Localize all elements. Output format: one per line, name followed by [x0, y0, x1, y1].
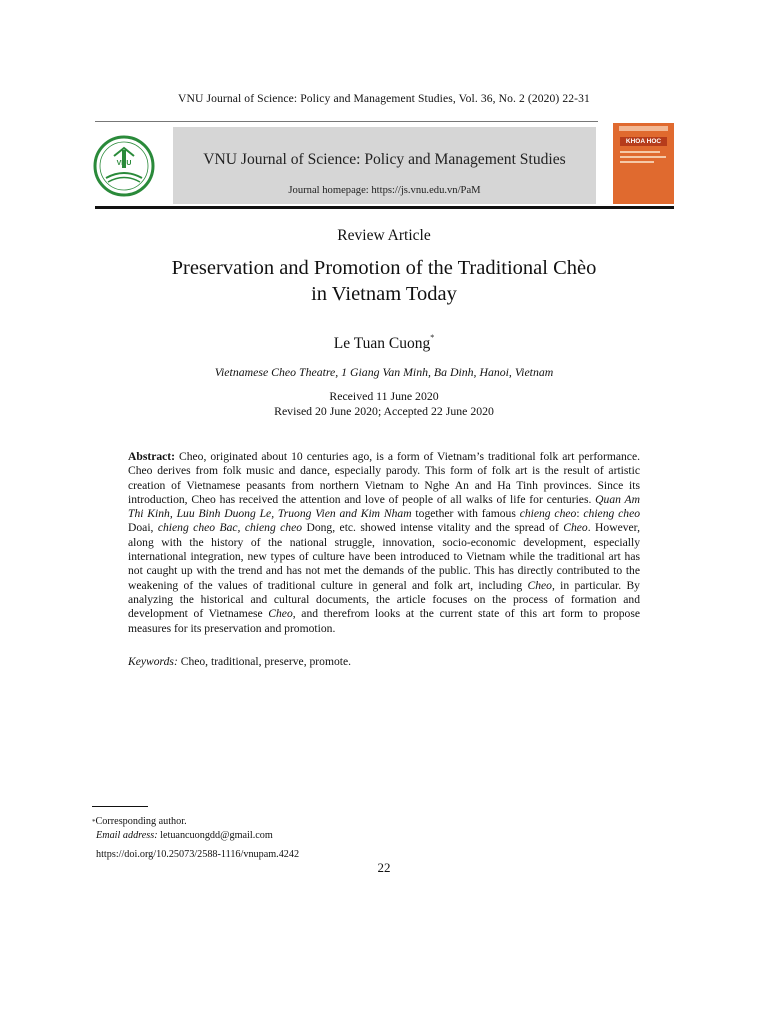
abstract-text: Doai, [128, 521, 158, 535]
article-dates [0, 389, 768, 419]
corresponding-author-note [92, 815, 572, 829]
journal-banner [173, 127, 596, 204]
cover-line [620, 151, 660, 153]
header-rule [95, 121, 598, 122]
vnu-logo-icon [92, 134, 156, 198]
abstract-text: . However, along with the history of the national struggle, innovation, socio-economic development, especially international integration, new types of culture have been introduced to Vietnam while the traditional art has not caught up with the trend and has not met the demands of the public. This has directly contributed to the weakening of the values of traditional culture in general and folk art, including [128, 521, 640, 592]
abstract-italic: chieng cheo Bac, chieng cheo [157, 521, 303, 535]
logo-text: VNU [116, 160, 132, 167]
author-mark: * [430, 333, 435, 342]
title-line-2: in Vietnam Today [311, 283, 457, 305]
banner-title: VNU Journal of Science: Policy and Management Studies [203, 151, 566, 168]
received-date: Received 11 June 2020 [329, 389, 439, 403]
journal-homepage: Journal homepage: https://js.vnu.edu.vn/PaM [288, 185, 481, 196]
revised-accepted-date: Revised 20 June 2020; Accepted 22 June 2020 [274, 404, 494, 418]
cover-title: KHOA HOC [620, 137, 667, 146]
keywords-label: Keywords: [128, 655, 178, 668]
keywords-text: Cheo, traditional, preserve, promote. [177, 655, 352, 668]
affiliation: Vietnamese Cheo Theatre, 1 Giang Van Minh, Ba Dinh, Hanoi, Vietnam [214, 365, 554, 379]
journal-cover-thumbnail [613, 123, 674, 204]
title-line-1: Preservation and Promotion of the Traditional Chèo [171, 257, 597, 279]
footnote-rule [92, 806, 148, 807]
cover-line [620, 156, 666, 158]
abstract-text: together with famous [411, 507, 520, 521]
abstract-text: Cheo, originated about 10 centuries ago, is a form of Vietnam’s traditional folk art performance. Cheo derives from folk music and dance, especially parody. This form of folk art is the result of artistic creation of Vietnamese peasants from northern Vietnam to Nghe An and Ha Tinh provinces. Since its introduction, Cheo has received the attention and love of people of all walks of life for centuries. [128, 450, 640, 506]
corresponding-author-label: Corresponding author. [95, 816, 187, 827]
running-head: VNU Journal of Science: Policy and Management Studies, Vol. 36, No. 2 (2020) 22-31 [178, 92, 590, 105]
author-name: Le Tuan Cuong [333, 335, 431, 352]
footnote-mark: * [92, 818, 96, 826]
cover-line [620, 161, 654, 163]
doi-link[interactable]: https://doi.org/10.25073/2588-1116/vnupam.4242 [96, 849, 300, 860]
article-title [0, 255, 768, 307]
cover-header-band [619, 126, 668, 131]
abstract-text: Dong, etc. showed intense vitality and the spread of [302, 521, 564, 535]
abstract-text: , and therefrom looks at the current state of this art form to propose measures for its preservation and promotion. [128, 607, 641, 635]
keywords [128, 655, 640, 668]
abstract-text: , in particular. By analyzing the historical and cultural documents, the article focuses on the process of formation and development of Vietnamese [128, 578, 640, 621]
email-label: Email address: [96, 830, 158, 841]
email-address[interactable]: letuancuongdd@gmail.com [157, 830, 273, 841]
abstract-italic: Cheo [527, 578, 552, 592]
abstract-italic: Cheo [268, 607, 293, 621]
footnote [92, 815, 572, 843]
abstract-italic: Cheo [563, 521, 588, 535]
article-type: Review Article [337, 227, 431, 244]
abstract [128, 450, 640, 636]
page-number: 22 [377, 860, 391, 875]
email-line [92, 829, 572, 843]
abstract-paragraph [128, 450, 640, 636]
abstract-label: Abstract: [128, 450, 176, 463]
author [0, 335, 768, 353]
abstract-italic: chieng cheo [583, 507, 641, 521]
banner-rule [95, 206, 674, 209]
abstract-italic: Quan Am Thi Kinh, Luu Binh Duong Le, Truong Vien and Kim Nham [128, 492, 640, 521]
abstract-italic: chieng cheo [519, 507, 577, 521]
abstract-text: : [576, 507, 584, 521]
